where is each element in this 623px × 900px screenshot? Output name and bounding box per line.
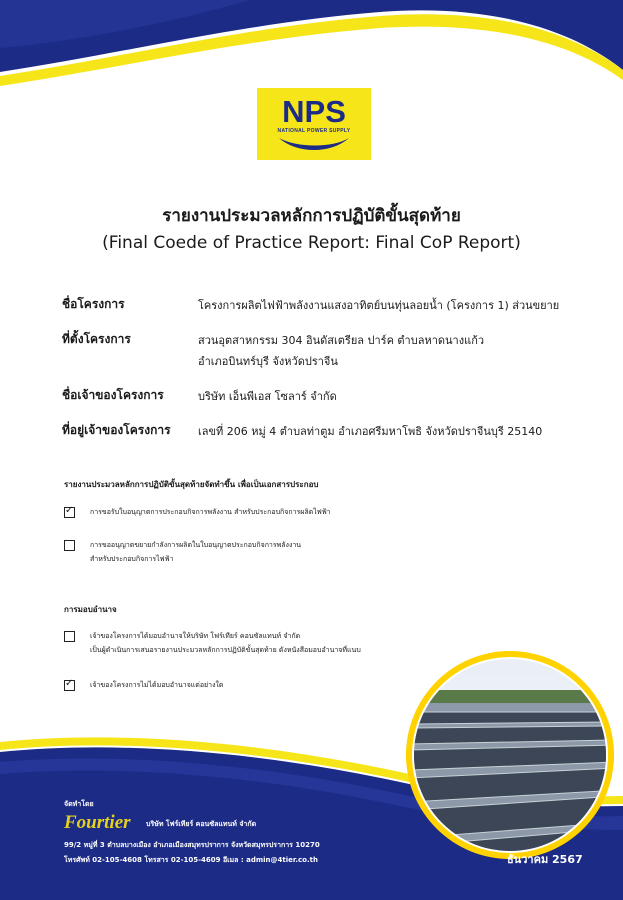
company-contact: โทรศัพท์ 02-105-4608 โทรสาร 02-105-4609 อีเมล : admin@4tier.co.th	[64, 856, 318, 864]
purpose-option-2-line2: สำหรับประกอบกิจการไฟฟ้า	[90, 555, 174, 563]
prepared-by-label: จัดทำโดย	[64, 800, 94, 808]
company-address: 99/2 หมู่ที่ 3 ตำบลบางเมือง อำเภอเมืองสมุทรปราการ จังหวัดสมุทรปราการ 10270	[64, 841, 320, 849]
nps-logo	[257, 88, 371, 160]
authority-checkbox-2[interactable]	[64, 680, 75, 691]
info-label-location: ที่ตั้งโครงการ	[62, 332, 131, 346]
authority-option-1: เจ้าของโครงการได้มอบอำนาจให้บริษัท โฟร์เทียร์ คอนซัลแทนท์ จำกัด	[90, 632, 301, 640]
authority-option-1-line2: เป็นผู้ดำเนินการเสนอรายงานประมวลหลักการปฏิบัติขั้นสุดท้าย ดังหนังสือมอบอำนาจที่แนบ	[90, 646, 361, 654]
authority-checkbox-1[interactable]	[64, 631, 75, 642]
title-thai: รายงานประมวลหลักการปฏิบัติขั้นสุดท้าย	[162, 206, 461, 226]
info-label-address: ที่อยู่เจ้าของโครงการ	[62, 423, 171, 437]
title-english: (Final Coede of Practice Report: Final CoP Report)	[102, 233, 521, 253]
purpose-option-2: การขออนุญาตขยายกำลังการผลิตในใบอนุญาตประกอบกิจการพลังงาน	[90, 541, 302, 549]
info-value-name: โครงการผลิตไฟฟ้าพลังงานแสงอาทิตย์บนทุ่นลอยน้ำ (โครงการ 1) ส่วนขยาย	[198, 299, 560, 312]
authority-heading: การมอบอำนาจ	[64, 605, 117, 614]
check-icon: ✓	[65, 505, 74, 516]
info-value-owner: บริษัท เอ็นพีเอส โซลาร์ จำกัด	[198, 390, 337, 403]
logo-name: NPS	[282, 94, 346, 129]
fourtier-logo: Fourtier	[64, 812, 131, 833]
info-label-owner: ชื่อเจ้าของโครงการ	[62, 388, 164, 402]
logo-tagline: NATIONAL POWER SUPPLY	[277, 128, 351, 134]
logo-swoosh-icon	[277, 136, 351, 156]
check-icon: ✓	[65, 678, 74, 689]
info-value-location-line2: อำเภอบินทร์บุรี จังหวัดปราจีน	[198, 355, 338, 368]
purpose-heading: รายงานประมวลหลักการปฏิบัติขั้นสุดท้ายจัดทำขึ้น เพื่อเป็นเอกสารประกอบ	[64, 480, 319, 489]
authority-option-2: เจ้าของโครงการไม่ได้มอบอำนาจแต่อย่างใด	[90, 681, 224, 689]
report-date: ธันวาคม 2567	[507, 853, 583, 866]
purpose-checkbox-1[interactable]	[64, 507, 75, 518]
purpose-option-1: การขอรับใบอนุญาตการประกอบกิจการพลังงาน สำหรับประกอบกิจการผลิตไฟฟ้า	[90, 508, 331, 516]
info-value-address: เลขที่ 206 หมู่ 4 ตำบลท่าตูม อำเภอศรีมหาโพธิ จังหวัดปราจีนบุรี 25140	[198, 425, 543, 438]
info-value-location: สวนอุตสาหกรรม 304 อินดัสเตรียล ปาร์ค ตำบลหาดนางแก้ว	[198, 334, 485, 347]
company-name: บริษัท โฟร์เทียร์ คอนซัลแทนท์ จำกัด	[146, 820, 257, 828]
purpose-checkbox-2[interactable]	[64, 540, 75, 551]
info-label-name: ชื่อโครงการ	[62, 297, 125, 311]
